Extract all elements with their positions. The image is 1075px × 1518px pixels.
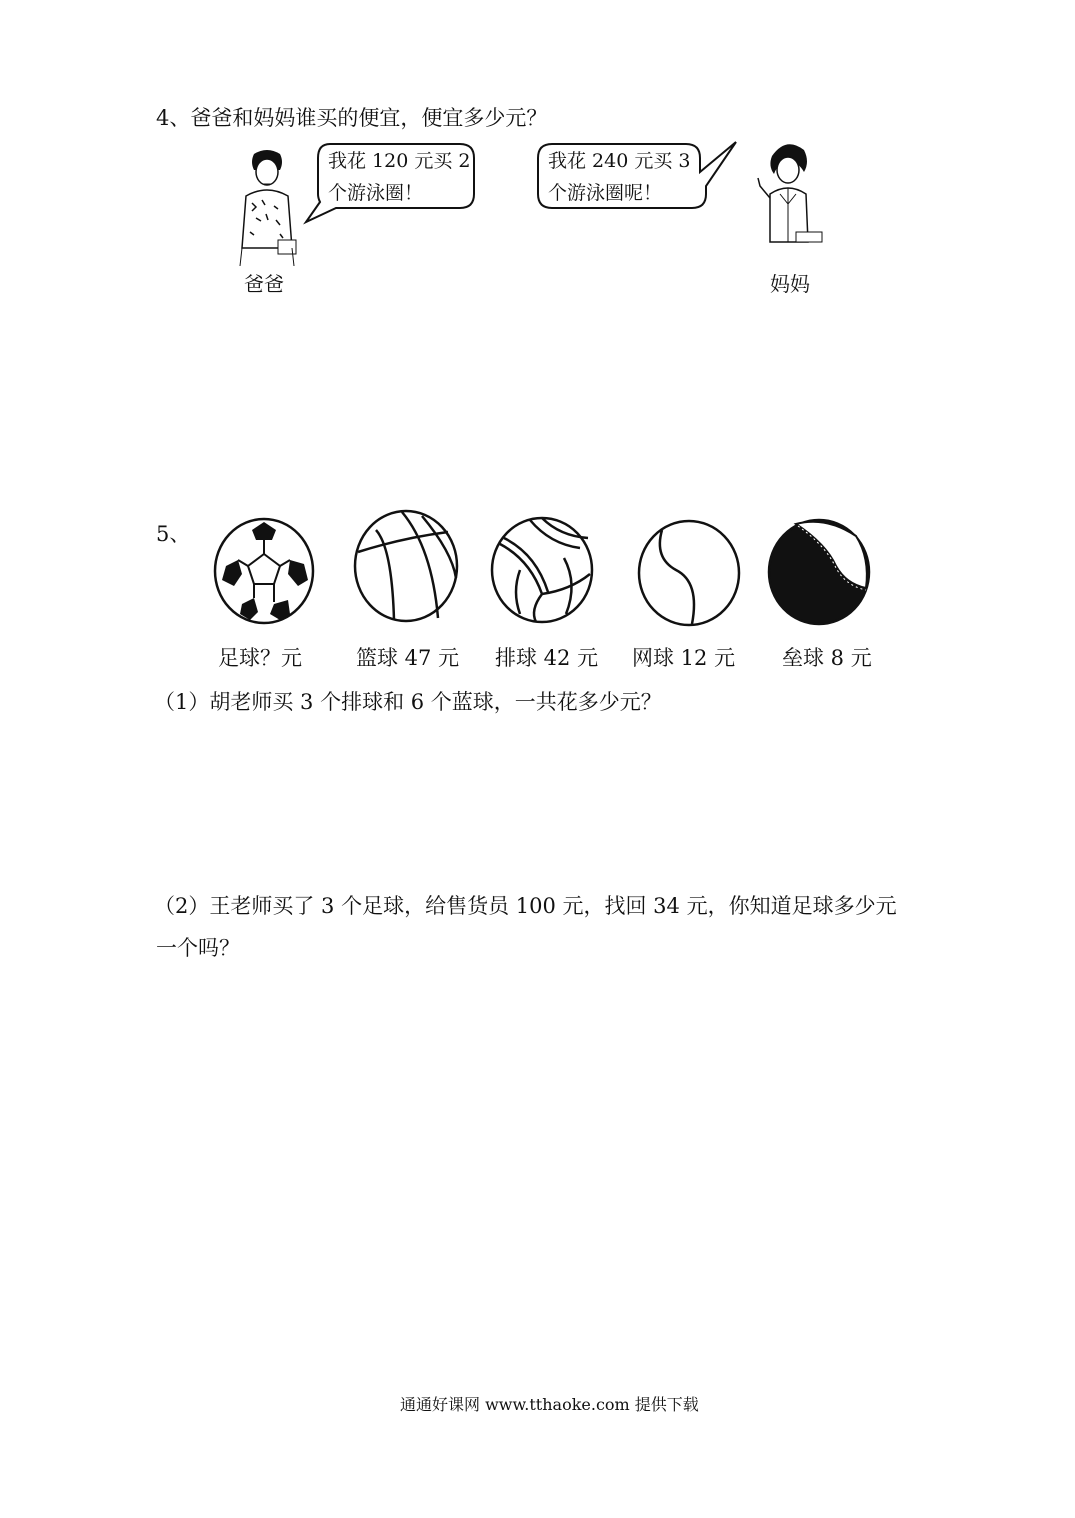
baseball-icon xyxy=(766,518,872,626)
mom-label: 妈妈 xyxy=(770,272,810,296)
tennis-ball-icon xyxy=(636,518,742,628)
soccer-ball-label: 足球？元 xyxy=(218,646,302,670)
mom-bubble-line1: 我花 240 元买 3 xyxy=(548,150,691,172)
soccer-ball-icon xyxy=(212,516,316,626)
basketball-label: 篮球 47 元 xyxy=(356,646,460,670)
volleyball-icon xyxy=(490,514,594,624)
mom-bubble-line2: 个游泳圈呢！ xyxy=(548,182,663,204)
dad-bubble-line1: 我花 120 元买 2 xyxy=(328,150,471,172)
mom-illustration xyxy=(756,138,826,250)
baseball-label: 垒球 8 元 xyxy=(782,646,872,670)
question-5-part-1: （1）胡老师买 3 个排球和 6 个蓝球，一共花多少元？ xyxy=(154,690,662,714)
question-4-title: 4、爸爸和妈妈谁买的便宜，便宜多少元？ xyxy=(156,106,548,130)
question-5-part-2-line-2: 一个吗？ xyxy=(156,936,240,960)
volleyball-label: 排球 42 元 xyxy=(495,646,599,670)
dad-bubble-line2: 个游泳圈！ xyxy=(328,182,424,204)
tennis-ball-label: 网球 12 元 xyxy=(632,646,736,670)
question-5-number: 5、 xyxy=(156,522,191,546)
basketball-icon xyxy=(352,508,460,624)
question-5-part-2-line-1: （2）王老师买了 3 个足球，给售货员 100 元，找回 34 元，你知道足球多少元 xyxy=(154,894,897,918)
dad-label: 爸爸 xyxy=(244,272,284,296)
dad-illustration xyxy=(232,148,302,268)
footer-credit: 通通好课网 www.tthaoke.com 提供下载 xyxy=(400,1395,699,1414)
